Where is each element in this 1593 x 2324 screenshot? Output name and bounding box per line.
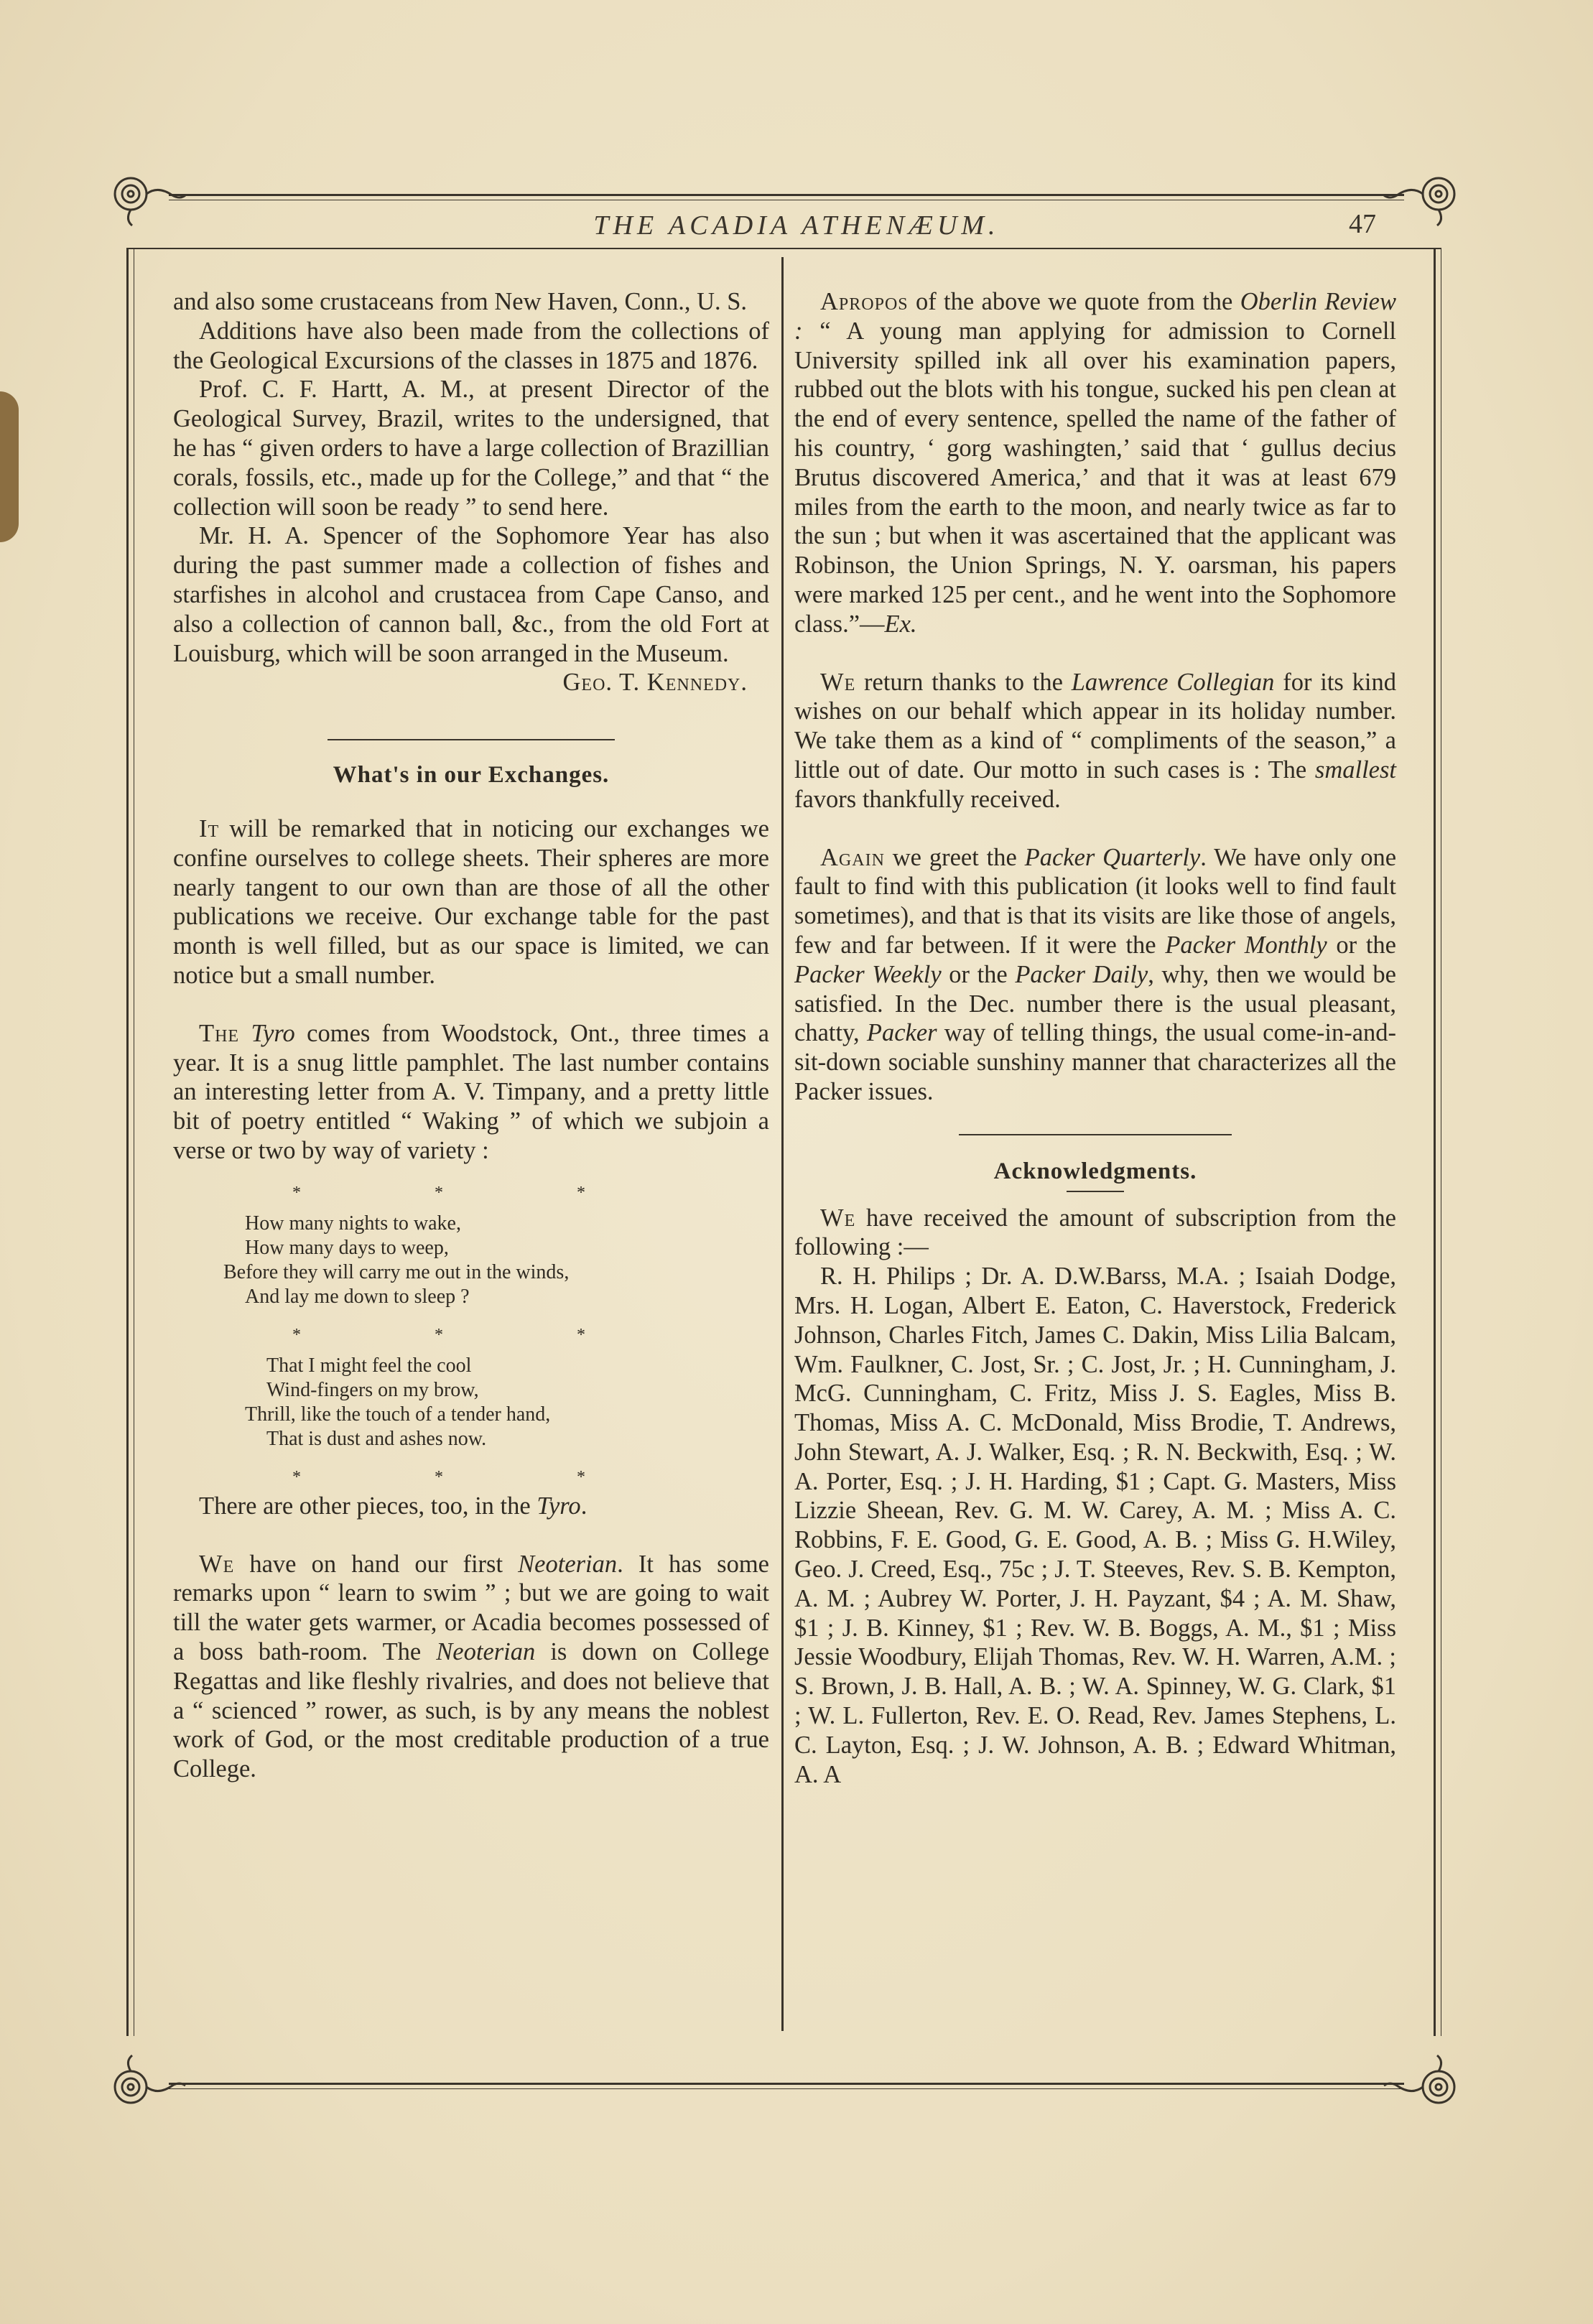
subscriber-list: R. H. Philips ; Dr. A. D.W.Barss, M.A. ; Isaiah Dodge, Mrs. H. Logan, Albert E. Eaton, C. Haverstock, Frederick Johnson, Charles Fitch, James C. Dakin, Miss Lilia Balcam, Wm. Faulkner, C. Jost, Sr. ; C. Jost, Jr. ; H. Cunningham, J. McG. Cunningham, C. Fritz, Miss J. S. Eagles, Miss B. Thomas, Miss A. C. McDonald, Miss Brodie, T. Andrews, John Stewart, A. J. Walker, Esq. ; R. N. Beckwith, Esq. ; W. A. Porter, Esq. ; J. H. Harding, $1 ; Capt. G. Masters, Miss Lizzie Sheean, Rev. G. M. W. Carey, A. M. ; Miss A. C. Robbins, F. E. Good, G. E. Good, A. B. ; Miss G. H.Wiley, Geo. J. Creed, Esq., 75c ; J. T. Steeves, Rev. S. B. Kempton, A. M. ; Aubrey W. Porter, J. H. Payzant, $4 ; A. M. Shaw, $1 ; J. B. Kinney, $1 ; Rev. W. B. Boggs, A. M., $1 ; Miss Jessie Woodbury, Elijah Thomas, Rev. W. H. Warren, A.M. ; S. Brown, J. B. Hall, A. B. ; W. A. Spinney, W. G. Clark, $1 ; W. L. Fullerton, Rev. E. O. Read, Rev. James Stephens, L. C. Layton, Esq. ; J. W. Johnson, A. B. ; Edward Whitman, A. A	[794, 1263, 1396, 1788]
publication-title: Neoterian	[518, 1550, 618, 1578]
exchanges-intro-text: will be remarked that in noticing our exchanges we confine ourselves to college sheets. Their spheres are more nearly tangent to our own than are those of all the other publications we receive. Our exchange table for the past month is well filled, but as our space is limited, we can notice but a small number.	[173, 814, 769, 989]
publication-title: Packer Quarterly	[1024, 843, 1201, 871]
museum-para-1: and also some crustaceans from New Haven, Conn., U. S.	[173, 288, 748, 315]
packer-text-c: or the	[1327, 931, 1396, 959]
left-column	[173, 287, 769, 1784]
publication-title: Packer Weekly	[794, 960, 942, 988]
packer-text-a: we greet the	[884, 843, 1025, 871]
lead-word: We	[820, 1204, 856, 1232]
running-head: THE ACADIA ATHENÆUM.	[593, 210, 1000, 241]
header-rule	[126, 248, 1441, 249]
tyro-close-text: There are other pieces, too, in the	[199, 1492, 537, 1520]
lawrence-text-c: favors thankfully received.	[794, 785, 1061, 813]
left-frame-rule	[126, 248, 129, 2036]
lead-word: We	[820, 668, 856, 696]
apropos-para	[794, 287, 1396, 639]
poem-separator: * * *	[292, 1325, 650, 1344]
right-frame-rule	[1434, 248, 1436, 2036]
packer-text-e: , why, then we would be satisfied. In the Dec. number there is the usual pleasant, chatty,	[794, 960, 1396, 1047]
poem-line: That I might feel the cool	[266, 1354, 472, 1377]
lead-word: Again	[820, 843, 885, 871]
publication-title: Lawrence Collegian	[1071, 668, 1275, 696]
poem-line: Thrill, like the touch of a tender hand,	[245, 1403, 551, 1426]
tyro-para	[173, 1019, 769, 1166]
poem-stanza-1	[173, 1212, 769, 1309]
tyro-text: comes from Woodstock, Ont., three times a year. It is a snug little pamphlet. The last number contains an interesting letter from A. V. Timpany, and a pretty little bit of poetry entitled “ Waking ” of which we subjoin a verse or two by way of variety :	[173, 1019, 769, 1164]
packer-para	[794, 843, 1396, 1107]
tyro-close-punct: .	[580, 1492, 587, 1520]
packer-text-b: . We have only one fault to find with this publication (it looks well to find fault sometimes), and that is that its visits are like those of angels, few and far between. If it were the	[794, 843, 1397, 959]
acknowledgments-heading: Acknowledgments.	[993, 1158, 1197, 1184]
packer-text-f: way of telling things, the usual come-in-and-sit-down sociable sunshiny manner that characterizes all the Packer issues.	[794, 1019, 1397, 1105]
publication-title: Tyro	[251, 1019, 295, 1047]
apropos-text-b: “ A young man applying for admission to Cornell University spilled ink all over his examination papers, rubbed out the blots with his tongue, sucked his pen clean at the end of every sentence, spelled the name of the father of his country, ‘ gorg washingten,’ said that ‘ gullus decius Brutus discovered America,’ and that it was at least 679 miles from the earth to the moon, and nearly twice as far to the sun ; but when it was ascertained that the applicant was Robinson, the Union Springs, N. Y. oarsman, his papers were marked 125 per cent., and he went into the Sophomore class.”—	[794, 317, 1396, 638]
poem-line: And lay me down to sleep ?	[245, 1285, 470, 1308]
poem-line: That is dust and ashes now.	[266, 1427, 487, 1450]
poem-stanza-2	[173, 1354, 769, 1451]
lead-word: Apropos	[820, 288, 909, 315]
corner-scroll-bottom-left-icon	[108, 2053, 187, 2117]
packer-text-d: or the	[941, 960, 1016, 988]
tyro-close	[173, 1492, 769, 1521]
page-number: 47	[1349, 209, 1376, 239]
publication-title: Packer Monthly	[1165, 931, 1327, 959]
publication-title: Oberlin Review :	[794, 288, 1396, 345]
acknowledgments-intro-text: have received the amount of subscription from the following :—	[794, 1204, 1396, 1261]
neoterian-para	[173, 1550, 769, 1784]
lead-word: We	[199, 1550, 235, 1578]
top-frame-rule	[169, 194, 1404, 196]
source-credit: Ex.	[884, 610, 917, 638]
publication-title: Packer Daily	[1015, 960, 1148, 988]
signature: Geo. T. Kennedy.	[562, 669, 748, 697]
bottom-frame-rule-inner	[169, 2088, 1404, 2089]
right-column	[794, 287, 1396, 1789]
lead-word: It	[199, 814, 220, 842]
poem-separator: * * *	[292, 1183, 650, 1202]
poem-line: Before they will carry me out in the winds,	[223, 1260, 570, 1283]
neoterian-text-c: is down on College Regattas and like fleshly rivalries, and does not believe that a “ scienced ” rower, as such, is by any means the noblest work of God, or the most creditable production of a true College.	[173, 1637, 770, 1783]
publication-title: Packer	[866, 1019, 937, 1047]
neoterian-text-a: have on hand our first	[234, 1550, 519, 1578]
poem-line: How many days to weep,	[245, 1236, 449, 1259]
acknowledgments-intro	[794, 1204, 1396, 1263]
museum-para-3: Prof. C. F. Hartt, A. M., at present Director of the Geological Survey, Brazil, writes to the undersigned, that he has “ given orders to have a large collection of Brazillian corals, fossils, etc., made up for the College,” and that “ the collection will soon be ready ” to send here.	[173, 376, 769, 521]
publication-title: Tyro	[537, 1492, 581, 1520]
lawrence-para	[794, 668, 1396, 814]
lawrence-text-b: for its kind wishes on our behalf which appear in its holiday number. We take them as a kind of “ compliments of the season,” a little out of date. Our motto in such cases is : The	[794, 668, 1396, 784]
emphasis: smallest	[1314, 756, 1396, 784]
exchanges-heading: What's in our Exchanges.	[333, 762, 610, 789]
neoterian-text-b: . It has some remarks upon “ learn to swim ” ; but we are going to wait till the water gets warmer, or Acadia becomes possessed of a boss bath-room. The	[173, 1550, 769, 1665]
poem-line: How many nights to wake,	[245, 1212, 461, 1235]
museum-para-4: Mr. H. A. Spencer of the Sophomore Year has also during the past summer made a collection of fishes and starfishes in alcohol and crustacea from Cape Canso, and also a collection of cannon ball, &c., from the old Fort at Louisburg, which will be soon arranged in the Museum.	[173, 522, 769, 667]
poem-line: Wind-fingers on my brow,	[266, 1378, 479, 1401]
apropos-text-a: of the above we quote from the	[908, 288, 1240, 315]
binding-stain	[0, 391, 19, 542]
corner-scroll-bottom-right-icon	[1383, 2053, 1462, 2117]
column-divider	[781, 257, 784, 2031]
publication-title: Neoterian	[436, 1637, 536, 1665]
lawrence-text-a: return thanks to the	[855, 668, 1072, 696]
poem-separator: * * *	[292, 1467, 650, 1487]
museum-para-2: Additions have also been made from the collections of the Geological Excursions of the classes in 1875 and 1876.	[173, 317, 769, 374]
bottom-frame-rule	[169, 2083, 1404, 2085]
exchanges-intro	[173, 814, 769, 990]
lead-word: The	[199, 1019, 240, 1047]
